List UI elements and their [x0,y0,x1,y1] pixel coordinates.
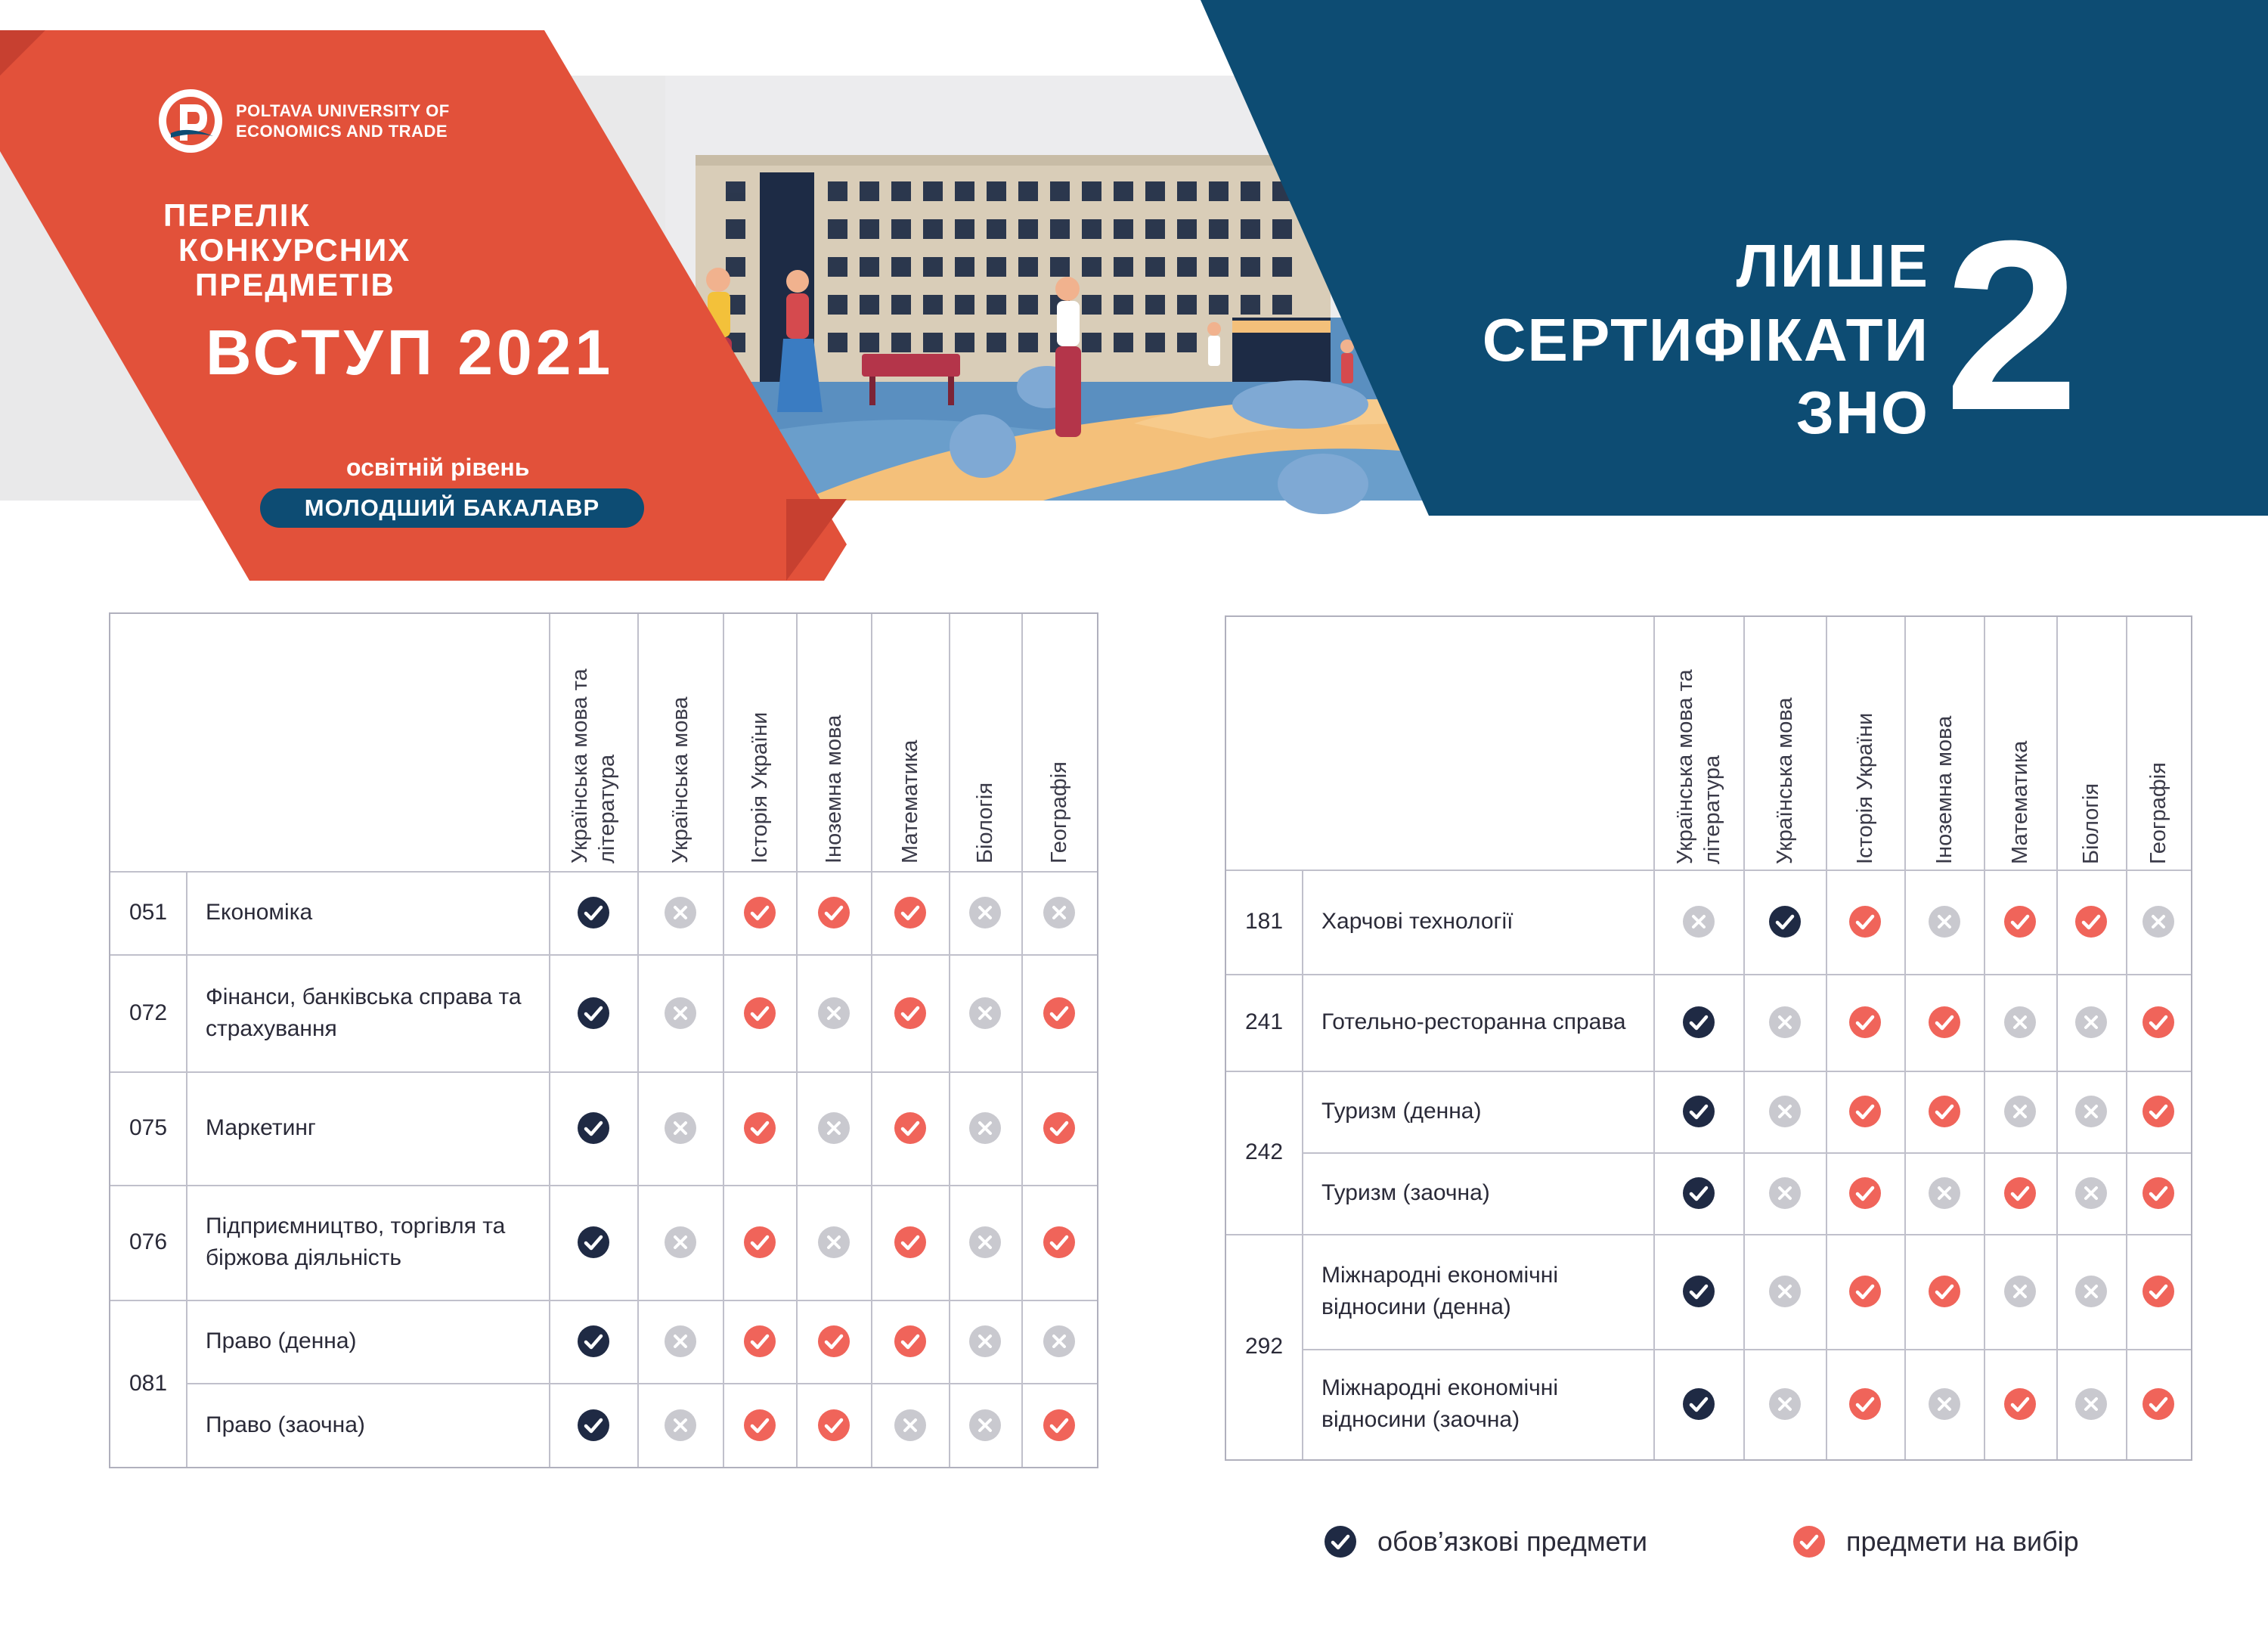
specialty-code: 242 [1244,1139,1284,1164]
check-dark-icon [576,1111,611,1145]
cross-grey-icon [2003,1005,2037,1040]
cross-grey-icon [663,1324,698,1359]
subject-header: Історія України [1853,712,1877,864]
subject-header: Українська мова [668,696,692,863]
legend-optional-label: предмети на вибір [1846,1526,2079,1557]
subject-header: Українська мова та література [1672,669,1724,864]
specialty-name: Харчові технології [1321,909,1514,934]
title-line-1: ПЕРЕЛІК [163,197,311,233]
subject-header: Географія [2146,762,2170,864]
header-banner [0,0,2268,590]
row-divider [1302,1349,2191,1350]
cross-grey-icon [968,1408,1002,1443]
right-line-2: СЕРТИФІКАТИ [1482,306,1929,374]
specialty-name: Готельно-ресторанна справа [1321,1009,1626,1034]
check-dark-icon [1681,1176,1716,1211]
right-subject-table [1225,615,2192,1461]
cross-grey-icon [1042,1324,1077,1359]
cross-grey-icon [893,1408,928,1443]
specialty-name: Економіка [206,900,313,925]
cross-grey-icon [1681,904,1716,939]
subject-header: Історія України [747,711,772,863]
specialty-code: 076 [129,1229,168,1254]
cross-grey-icon [968,1324,1002,1359]
subject-header: Математика [897,739,922,863]
check-red-icon [816,1324,851,1359]
certificate-count: 2 [1944,190,2079,460]
check-red-icon [893,996,928,1031]
column-divider [1826,617,1827,1459]
check-red-icon [893,1225,928,1260]
check-dark-icon [576,895,611,930]
specialty-name: Міжнародні економічні відносини (заочна) [1321,1375,1558,1432]
specialty-code: 051 [129,900,168,925]
admission-year-title: ВСТУП 2021 [206,317,615,388]
code-divider [186,871,187,1467]
specialty-code: 075 [129,1115,168,1140]
legend-mandatory-label: обов’язкові предмети [1377,1526,1648,1557]
cross-grey-icon [663,996,698,1031]
specialty-name: Право (денна) [206,1328,357,1353]
check-red-icon [1848,1176,1882,1211]
cross-grey-icon [816,996,851,1031]
specialty-code: 081 [129,1370,168,1396]
code-divider [1302,870,1303,1459]
cross-grey-icon [2074,1094,2108,1129]
check-red-icon [816,895,851,930]
check-red-icon [1042,1111,1077,1145]
row-divider [1226,1071,2191,1072]
cross-grey-icon [1927,1387,1962,1421]
check-red-icon [893,895,928,930]
education-level-badge: МОЛОДШИЙ БАКАЛАВР [260,488,644,528]
specialty-code: 292 [1244,1334,1284,1359]
check-dark-icon [1681,1387,1716,1421]
check-red-icon [742,1324,777,1359]
check-dark-icon [1768,904,1802,939]
left-subject-table [109,612,1098,1468]
subject-header: Біологія [973,782,997,863]
cross-grey-icon [968,1225,1002,1260]
logo-line-2: ECONOMICS AND TRADE [236,122,448,141]
check-red-icon [1042,996,1077,1031]
column-divider [2056,617,2058,1459]
cross-grey-icon [2141,904,2176,939]
check-red-icon [2003,904,2037,939]
column-divider [796,614,798,1467]
check-red-icon [1042,1225,1077,1260]
subject-header: Математика [2008,740,2032,864]
check-red-icon [742,895,777,930]
cross-grey-icon [1768,1094,1802,1129]
check-dark-icon [576,1408,611,1443]
specialty-name: Фінанси, банківська справа та страхування [206,984,522,1041]
subject-header: Географія [1047,761,1071,863]
specialty-code: 181 [1244,909,1284,934]
cross-grey-icon [816,1225,851,1260]
column-divider [871,614,872,1467]
row-divider [186,1383,1097,1384]
check-red-icon [742,1408,777,1443]
university-logo [157,88,450,154]
cross-grey-icon [1768,1005,1802,1040]
check-dark-icon [576,1324,611,1359]
check-red-icon [1927,1005,1962,1040]
cross-grey-icon [2074,1176,2108,1211]
row-divider [1226,1234,2191,1235]
column-divider [1904,617,1906,1459]
check-red-icon [816,1408,851,1443]
legend-optional [1792,1524,2079,1559]
cross-grey-icon [2074,1005,2108,1040]
cross-grey-icon [2074,1274,2108,1309]
check-dark-icon [1681,1005,1716,1040]
row-divider [110,954,1097,956]
check-dark-icon [576,996,611,1031]
education-level-label: освітній рівень [346,454,530,481]
check-red-icon [1848,1005,1882,1040]
specialty-name: Туризм (заочна) [1321,1180,1490,1205]
cross-grey-icon [663,1408,698,1443]
subject-header: Біологія [2079,783,2103,864]
check-red-icon [1848,1387,1882,1421]
specialty-name: Маркетинг [206,1115,316,1140]
check-dark-icon [1681,1094,1716,1129]
cross-grey-icon [1768,1274,1802,1309]
cross-grey-icon [1042,895,1077,930]
right-line-1: ЛИШЕ [1736,232,1929,299]
column-divider [1021,614,1023,1467]
right-line-3: ЗНО [1796,379,1929,446]
check-red-icon [1792,1524,1826,1559]
cross-grey-icon [968,1111,1002,1145]
check-red-icon [1848,904,1882,939]
cross-grey-icon [1927,1176,1962,1211]
cross-grey-icon [663,1225,698,1260]
check-red-icon [742,1225,777,1260]
check-red-icon [2141,1274,2176,1309]
specialty-code: 241 [1244,1009,1284,1034]
check-dark-icon [1681,1274,1716,1309]
header-divider [110,871,1097,873]
column-divider [1984,617,1985,1459]
check-red-icon [742,1111,777,1145]
cross-grey-icon [663,1111,698,1145]
check-red-icon [1042,1408,1077,1443]
row-divider [1226,974,2191,975]
logo-line-1: POLTAVA UNIVERSITY OF [236,101,450,120]
check-red-icon [2003,1176,2037,1211]
cross-grey-icon [816,1111,851,1145]
check-red-icon [1848,1274,1882,1309]
column-divider [549,614,550,1467]
column-divider [2126,617,2127,1459]
check-red-icon [2141,1005,2176,1040]
cross-grey-icon [1927,904,1962,939]
cross-grey-icon [968,996,1002,1031]
check-red-icon [2141,1176,2176,1211]
row-divider [1302,1152,2191,1154]
specialty-name: Міжнародні економічні відносини (денна) [1321,1263,1558,1319]
subject-header: Іноземна мова [1932,715,1957,864]
check-red-icon [893,1324,928,1359]
check-red-icon [2141,1387,2176,1421]
title-line-3: ПРЕДМЕТІВ [195,267,395,302]
cross-grey-icon [2003,1274,2037,1309]
check-red-icon [742,996,777,1031]
check-dark-icon [576,1225,611,1260]
column-divider [637,614,639,1467]
cross-grey-icon [1768,1176,1802,1211]
row-divider [110,1185,1097,1186]
logo-mark-icon [157,88,224,154]
column-divider [1743,617,1745,1459]
column-divider [723,614,724,1467]
specialty-name: Право (заочна) [206,1412,365,1437]
row-divider [110,1300,1097,1301]
column-divider [949,614,950,1467]
cross-grey-icon [663,895,698,930]
subject-header: Українська мова [1772,697,1797,864]
cross-grey-icon [968,895,1002,930]
check-red-icon [2074,904,2108,939]
cross-grey-icon [2074,1387,2108,1421]
legend-mandatory [1323,1524,1647,1559]
row-divider [110,1071,1097,1073]
cross-grey-icon [1768,1387,1802,1421]
check-red-icon [1927,1274,1962,1309]
check-red-icon [2003,1387,2037,1421]
subject-header: Іноземна мова [821,715,846,863]
specialty-name: Туризм (денна) [1321,1099,1482,1124]
check-red-icon [2141,1094,2176,1129]
check-dark-icon [1323,1524,1358,1559]
check-red-icon [1848,1094,1882,1129]
subject-header: Українська мова та література [567,668,619,863]
title-line-2: КОНКУРСНИХ [178,232,411,268]
column-divider [1653,617,1655,1459]
check-red-icon [1927,1094,1962,1129]
header-divider [1226,870,2191,871]
cross-grey-icon [2003,1094,2037,1129]
specialty-name: Підприємництво, торгівля та біржова діяльність [206,1214,506,1270]
specialty-code: 072 [129,1000,168,1025]
check-red-icon [893,1111,928,1145]
